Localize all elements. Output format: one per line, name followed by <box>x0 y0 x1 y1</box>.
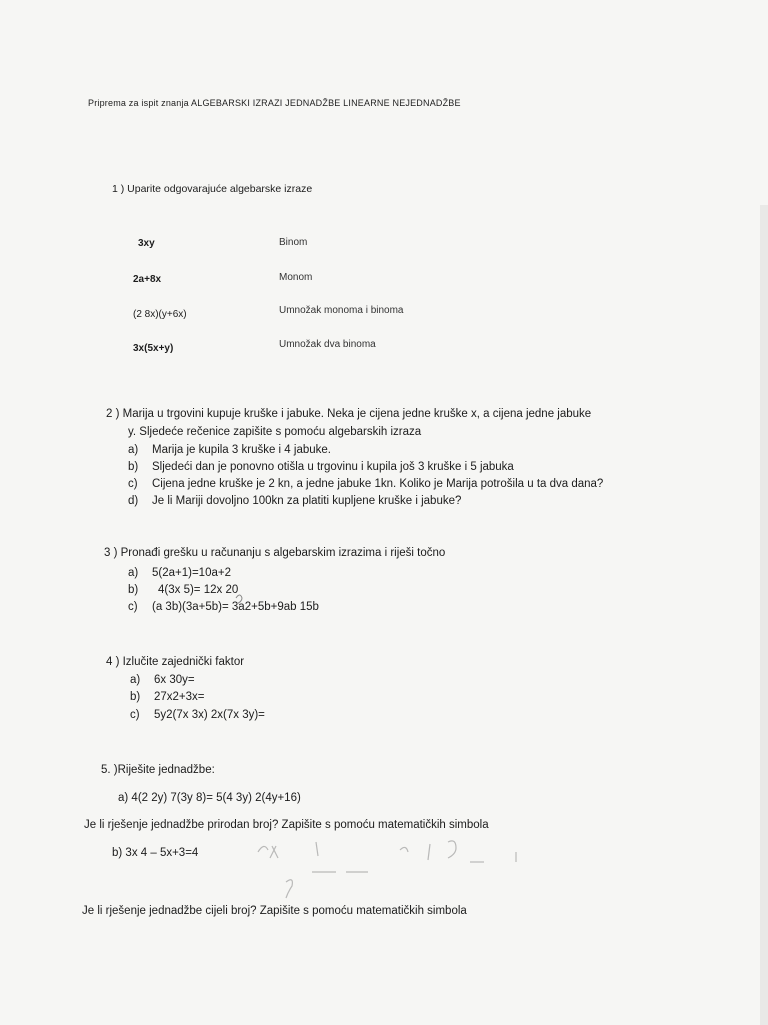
task2-item-b: Sljedeći dan je ponovno otišla u trgovinu i kupila još 3 kruške i 5 jabuka <box>152 461 514 473</box>
task1-title: 1 ) Uparite odgovarajuće algebarske izraze <box>112 183 313 195</box>
task2-item-a: Marija je kupila 3 kruške i 4 jabuke. <box>152 444 331 456</box>
task2-item-c: Cijena jedne kruške je 2 kn, a jedne jabuke 1kn. Koliko je Marija potrošila u ta dva dana? <box>152 478 604 490</box>
task4-item-c: 5y2(7x 3x) 2x(7x 3y)= <box>154 709 265 721</box>
task3-item-a-label: a) <box>128 567 139 579</box>
task5-title: 5. )Riješite jednadžbe: <box>101 764 215 776</box>
task1-expr-3: (2 8x)(y+6x) <box>133 309 187 320</box>
task3-item-b: 4(3x 5)= 12x 20 <box>158 584 239 596</box>
task4-item-b-label: b) <box>130 691 141 703</box>
task1-type-1: Binom <box>279 237 308 248</box>
task4-item-b: 27x2+3x= <box>154 691 205 703</box>
task3-item-b-label: b) <box>128 584 139 596</box>
task5-question-b: Je li rješenje jednadžbe cijeli broj? Zapišite s pomoću matematičkih simbola <box>82 905 467 917</box>
task2-item-b-label: b) <box>128 461 139 473</box>
task4-item-c-label: c) <box>130 709 140 721</box>
task5-question-a: Je li rješenje jednadžbe prirodan broj? Zapišite s pomoću matematičkih simbola <box>84 819 489 831</box>
task2-title: 2 ) Marija u trgovini kupuje kruške i jabuke. Neka je cijena jedne kruške x, a cijena jedne jabuke <box>106 408 592 420</box>
task1-expr-2: 2a+8x <box>133 274 162 285</box>
task2-item-d-label: d) <box>128 495 139 507</box>
task4-item-a-label: a) <box>130 674 141 686</box>
task5-equation-a: a) 4(2 2y) 7(3y 8)= 5(4 3y) 2(4y+16) <box>118 792 301 804</box>
page-edge-shadow <box>760 205 768 1025</box>
task1-type-2: Monom <box>279 272 313 283</box>
task1-type-3: Umnožak monoma i binoma <box>279 305 404 316</box>
task4-title: 4 ) Izlučite zajednički faktor <box>106 656 245 668</box>
task3-item-c-label: c) <box>128 601 138 613</box>
task3-title: 3 ) Pronađi grešku u računanju s algebarskim izrazima i riješi točno <box>104 547 446 559</box>
task3-item-c: (a 3b)(3a+5b)= 3a2+5b+9ab 15b <box>152 601 319 613</box>
task2-line2: y. Sljedeće rečenice zapišite s pomoću algebarskih izraza <box>128 426 422 438</box>
task2-item-d: Je li Mariji dovoljno 100kn za platiti kupljene kruške i jabuke? <box>152 495 462 507</box>
task1-expr-4: 3x(5x+y) <box>133 343 174 354</box>
task1-expr-1: 3xy <box>138 238 155 249</box>
task2-item-c-label: c) <box>128 478 138 490</box>
task2-item-a-label: a) <box>128 444 139 456</box>
page-header: Priprema za ispit znanja ALGEBARSKI IZRAZI JEDNADŽBE LINEARNE NEJEDNADŽBE <box>88 98 461 108</box>
task3-item-a: 5(2a+1)=10a+2 <box>152 567 231 579</box>
task1-type-4: Umnožak dva binoma <box>279 339 376 350</box>
task4-item-a: 6x 30y= <box>154 674 195 686</box>
task5-equation-b: b) 3x 4 – 5x+3=4 <box>112 847 199 859</box>
